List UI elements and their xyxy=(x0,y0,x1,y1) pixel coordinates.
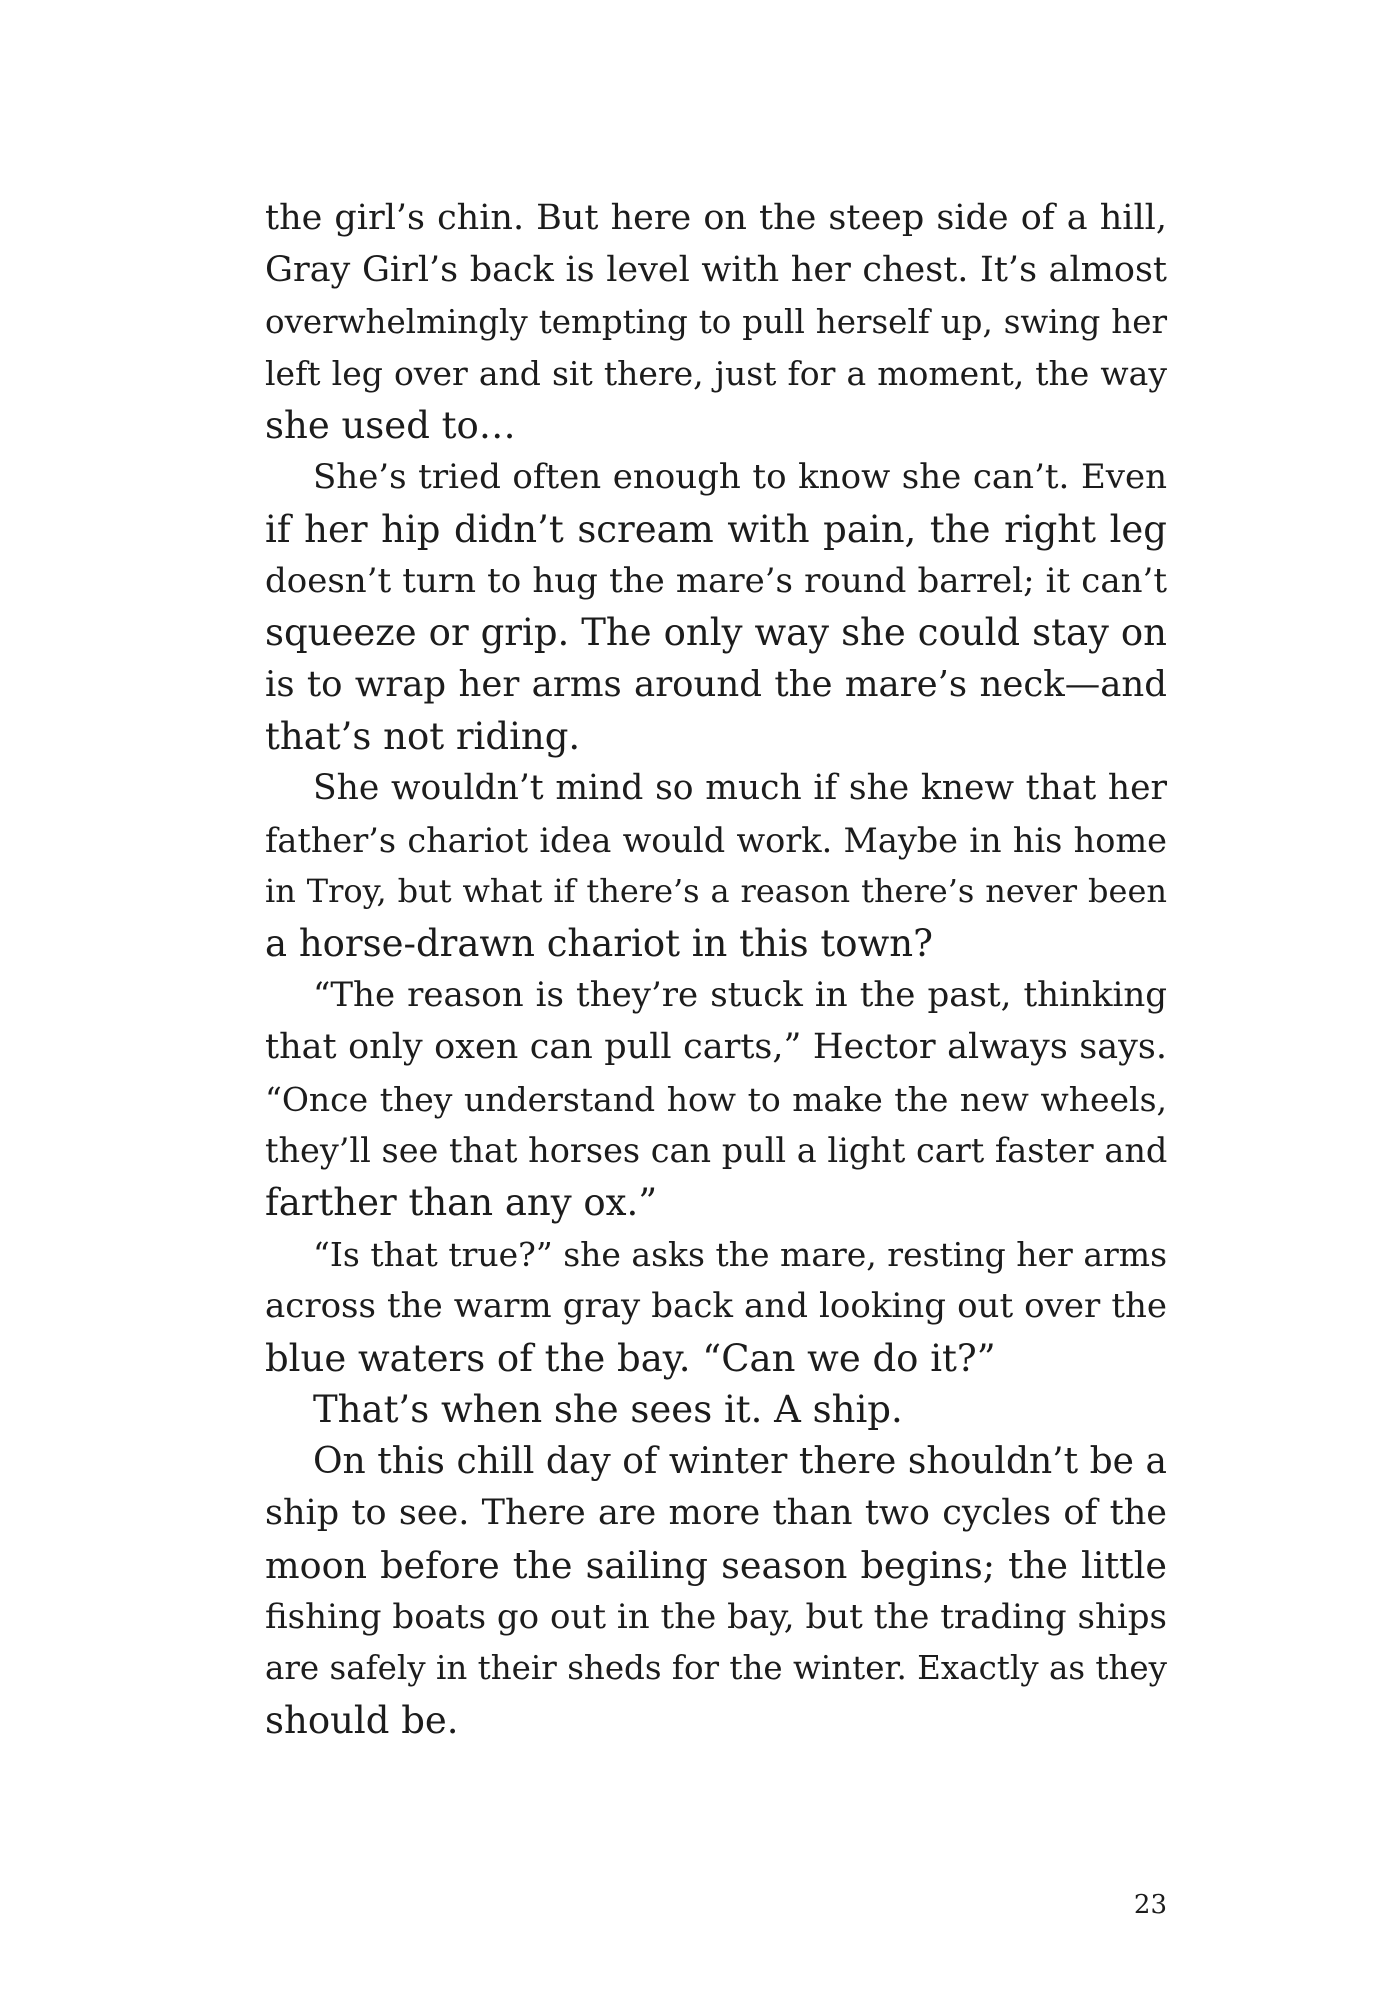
text-line: ship to see. There are more than two cycles of the xyxy=(265,1492,1167,1533)
text-line: is to wrap her arms around the mare’s neck—and xyxy=(265,664,1167,706)
paragraph xyxy=(265,452,1167,763)
page-number: 23 xyxy=(1133,1890,1167,1920)
text-line: left leg over and sit there, just for a moment, the way xyxy=(265,354,1167,394)
text-line: blue waters of the bay. “Can we do it?” xyxy=(265,1336,996,1380)
text-line: squeeze or grip. The only way she could stay on xyxy=(265,611,1167,655)
text-line: doesn’t turn to hug the mare’s round barrel; it can’t xyxy=(265,560,1167,601)
text-line: Gray Girl’s back is level with her chest. It’s almost xyxy=(265,249,1167,290)
text-line: “Is that true?” she asks the mare, resting her arms xyxy=(313,1234,1167,1274)
text-line: “Once they understand how to make the new wheels, xyxy=(265,1079,1167,1119)
text-line: the girl’s chin. But here on the steep side of a hill, xyxy=(265,198,1167,238)
text-line: moon before the sailing season begins; the little xyxy=(265,1543,1167,1587)
text-line: “The reason is they’re stuck in the past, thinking xyxy=(313,974,1167,1015)
text-line: She’s tried often enough to know she can’t. Even xyxy=(313,456,1167,497)
text-line: across the warm gray back and looking out over the xyxy=(265,1285,1167,1326)
paragraph xyxy=(265,193,1167,452)
text-line: She wouldn’t mind so much if she knew that her xyxy=(313,767,1167,808)
text-line: they’ll see that horses can pull a light cart faster and xyxy=(265,1131,1168,1171)
text-line: should be. xyxy=(265,1699,459,1743)
text-line: if her hip didn’t scream with pain, the right leg xyxy=(265,507,1167,551)
text-line: That’s when she sees it. A ship. xyxy=(313,1388,903,1432)
paragraph xyxy=(265,1436,1167,1747)
text-line: On this chill day of winter there shouldn’t be a xyxy=(313,1441,1167,1483)
paragraph xyxy=(265,1229,1167,1384)
text-line: she used to… xyxy=(265,404,516,448)
text-line: father’s chariot idea would work. Maybe in his home xyxy=(265,820,1167,860)
text-line: overwhelmingly tempting to pull herself up, swing her xyxy=(265,302,1167,341)
text-line: a horse-drawn chariot in this town? xyxy=(265,922,933,966)
text-line: are safely in their sheds for the winter. Exactly as they xyxy=(265,1649,1167,1688)
text-line: that only oxen can pull carts,” Hector always says. xyxy=(265,1026,1167,1067)
text-line: fishing boats go out in the bay, but the trading ships xyxy=(265,1596,1167,1637)
paragraph xyxy=(265,1384,1167,1436)
text-line: that’s not riding. xyxy=(265,714,581,758)
text-line: farther than any ox.” xyxy=(265,1181,658,1225)
body-text xyxy=(265,193,1167,1747)
text-line: in Troy, but what if there’s a reason there’s never been xyxy=(265,872,1167,911)
paragraph xyxy=(265,970,1167,1229)
paragraph xyxy=(265,763,1167,970)
